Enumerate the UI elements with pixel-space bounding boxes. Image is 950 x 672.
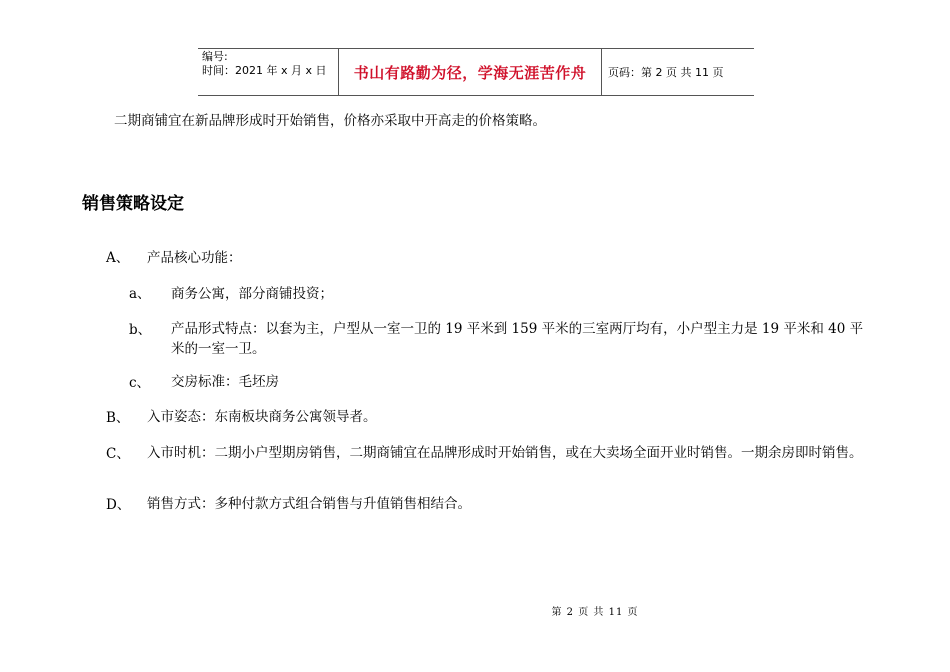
item-a1-marker: a、 <box>129 286 151 302</box>
item-a3-text: 交房标准：毛坯房 <box>171 374 279 390</box>
item-c-text: 入市时机：二期小户型期房销售，二期商铺宜在品牌形成时开始销售，或在大卖场全面开业时销售。一期余房即时销售。 <box>147 445 863 461</box>
item-d-marker: D、 <box>106 497 131 513</box>
section-title: 销售策略设定 <box>82 194 184 214</box>
item-c-marker: C、 <box>106 446 130 462</box>
item-a2-marker: b、 <box>129 322 152 338</box>
header-page-info: 页码：第 2 页 共 11 页 <box>608 66 724 79</box>
document-header <box>198 48 754 96</box>
item-d-text: 销售方式：多种付款方式组合销售与升值销售相结合。 <box>147 496 471 512</box>
item-a-text: 产品核心功能： <box>147 250 242 266</box>
item-a-marker: A、 <box>106 250 130 266</box>
item-a2-text: 产品形式特点：以套为主，户型从一室一卫的 19 平米到 159 平米的三室两厅均有，小户型主力是 19 平米和 40 平米的一室一卫。 <box>171 321 864 357</box>
intro-paragraph: 二期商铺宜在新品牌形成时开始销售，价格亦采取中开高走的价格策略。 <box>114 113 546 129</box>
item-a1-text: 商务公寓，部分商铺投资； <box>171 286 333 302</box>
page-footer: 第 2 页 共 11 页 <box>551 607 639 618</box>
time-label: 时间：2021 年 x 月 x 日 <box>202 64 327 77</box>
number-label: 编号: <box>202 50 228 63</box>
item-b-marker: B、 <box>106 410 130 426</box>
item-a3-marker: c、 <box>129 375 151 391</box>
header-motto: 书山有路勤为径，学海无涯苦作舟 <box>339 49 602 95</box>
header-meta <box>198 49 339 95</box>
item-b-text: 入市姿态：东南板块商务公寓领导者。 <box>147 409 377 425</box>
